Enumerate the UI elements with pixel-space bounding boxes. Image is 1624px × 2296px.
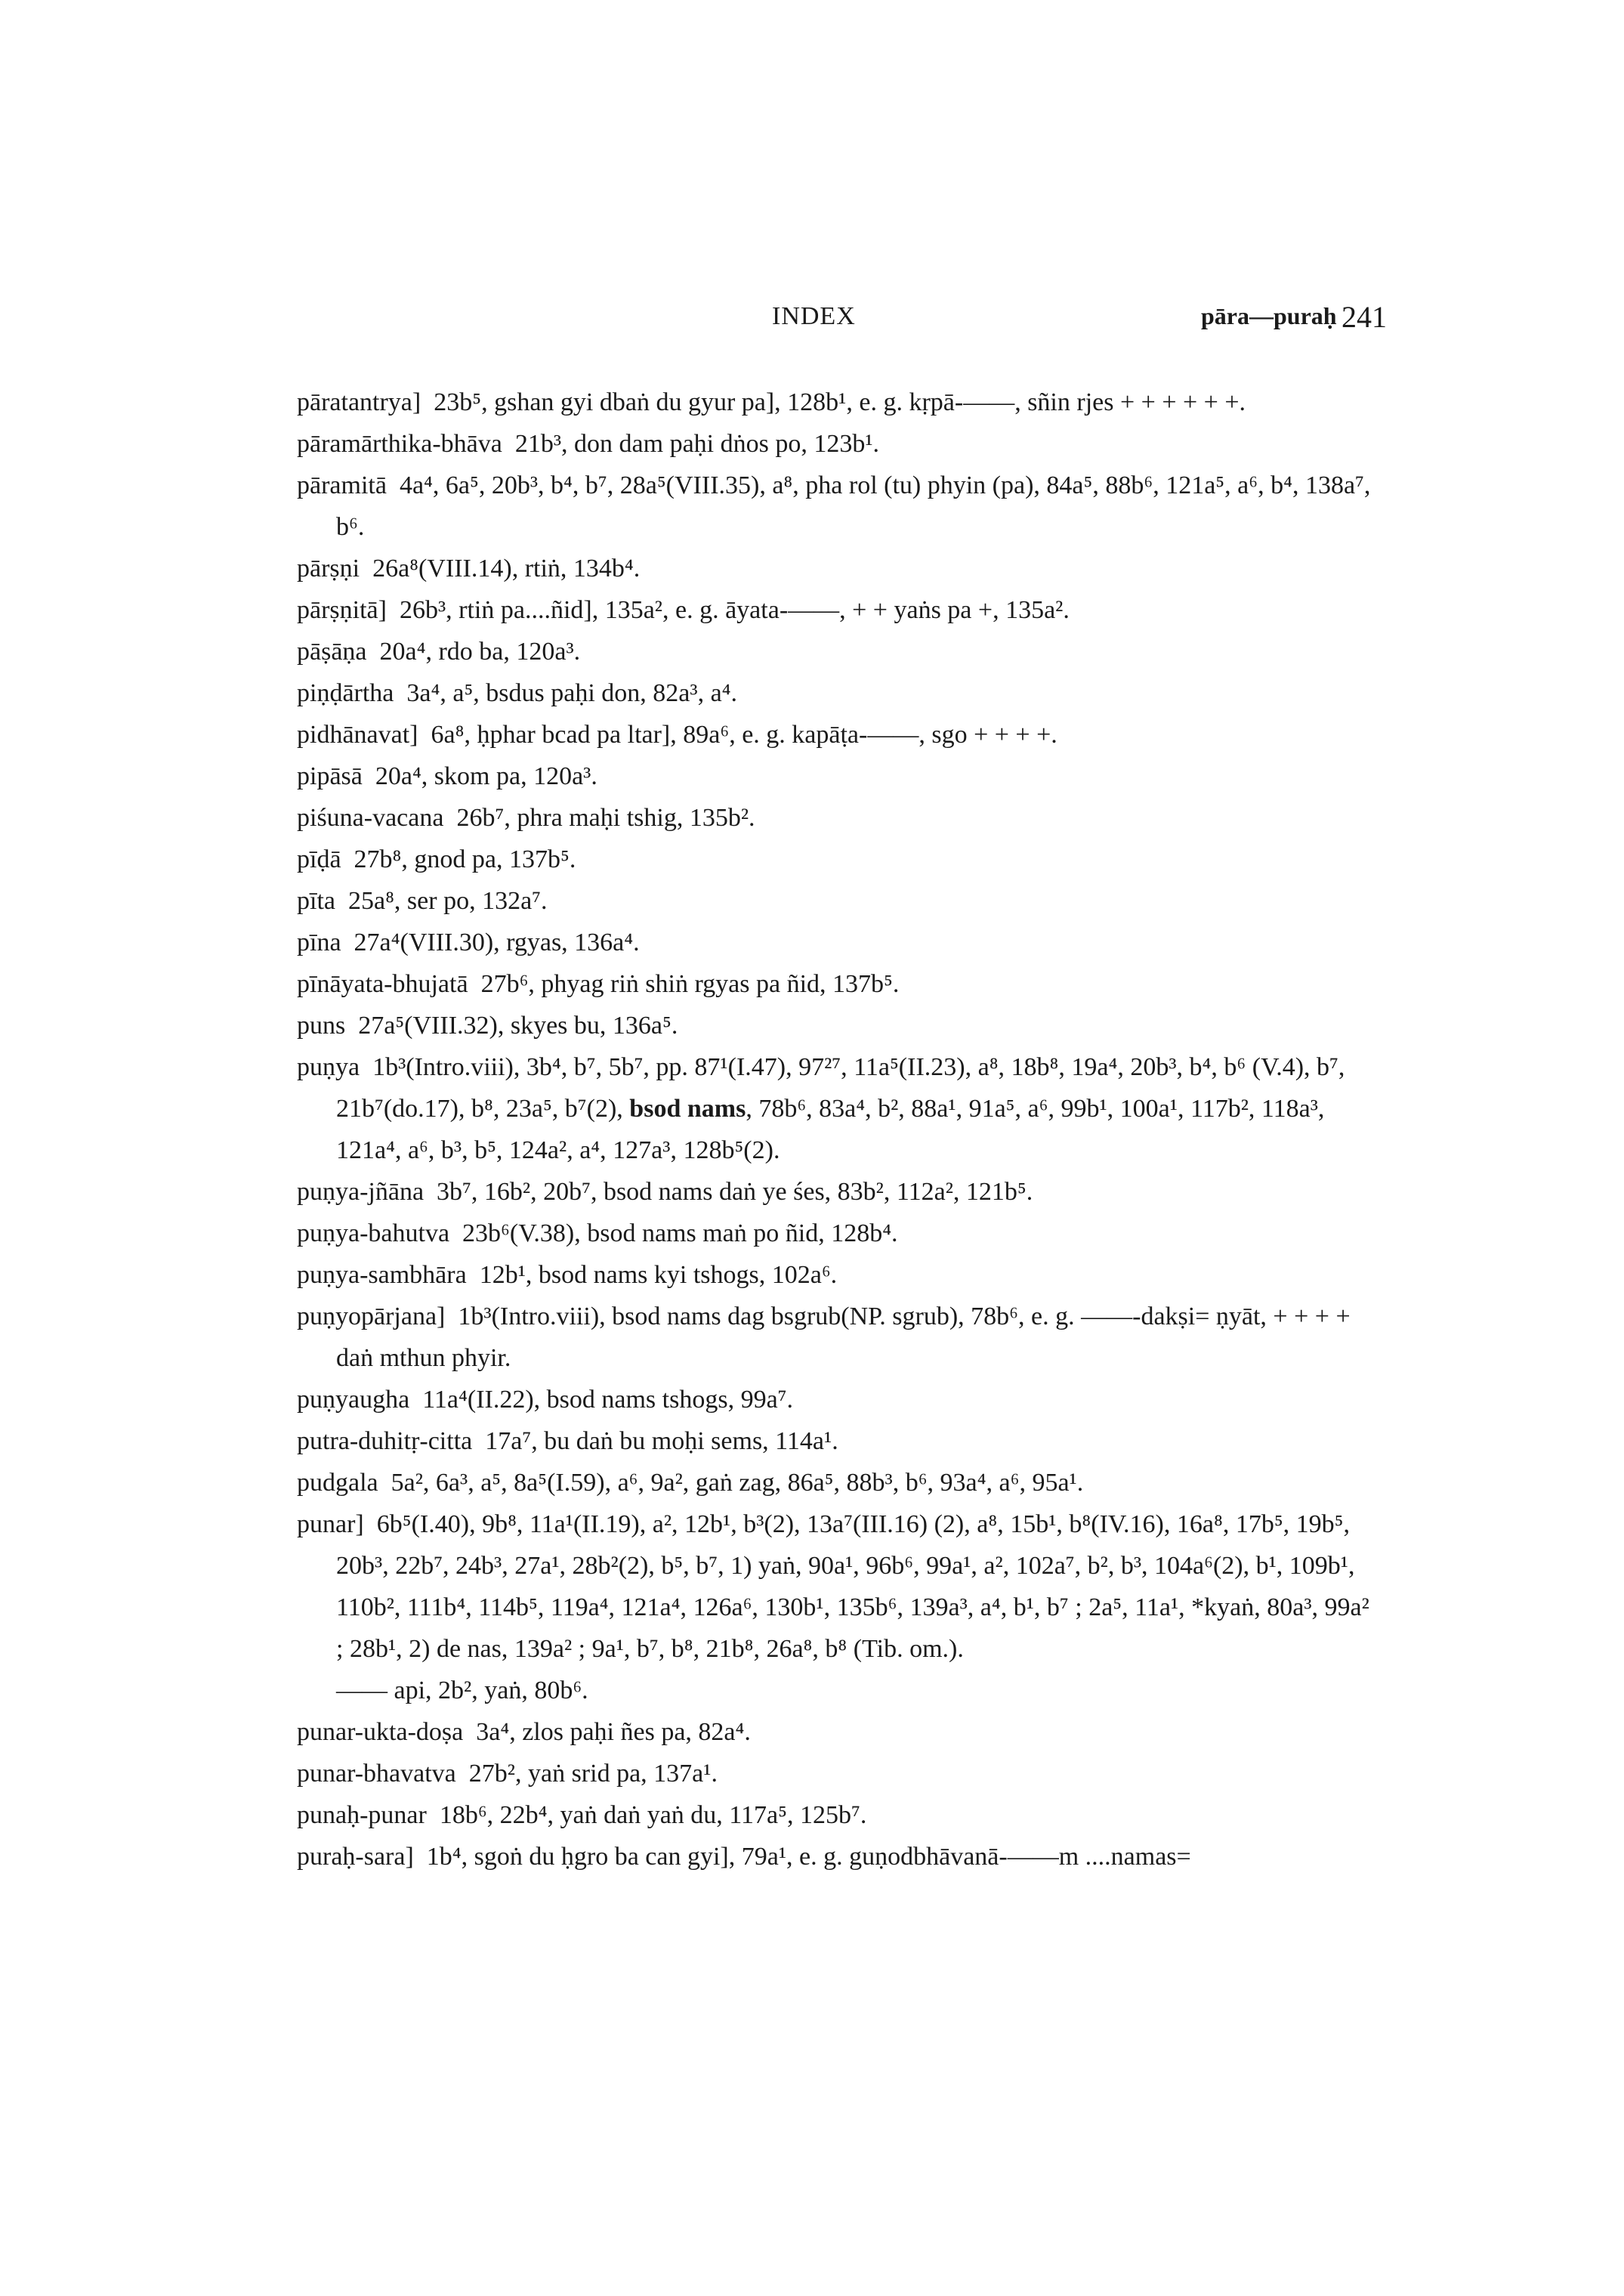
index-term: pārṣṇi — [297, 555, 360, 582]
index-entry — [297, 880, 1377, 922]
index-term: puns — [297, 1012, 346, 1040]
index-references: 20a⁴, rdo ba, 120a³. — [379, 638, 581, 666]
index-references: 27b⁸, gnod pa, 137b⁵. — [354, 845, 576, 873]
index-term: pīna — [297, 929, 341, 956]
index-term: pudgala — [297, 1469, 378, 1497]
index-references: 20a⁴, skom pa, 120a³. — [375, 762, 597, 790]
index-references: 1b³(Intro.viii), bsod nams dag bsgrub(NP. sgrub), 78b⁶, e. g. ——-dakṣi= ṇyāt, + + + + daṅ mthun phyir. — [336, 1303, 1351, 1372]
index-references: 4a⁴, 6a⁵, 20b³, b⁴, b⁷, 28a⁵(VIII.35), a⁸, pha rol (tu) phyin (pa), 84a⁵, 88b⁶, 121a⁵, a⁶, b⁴, 138a⁷, b⁶. — [336, 471, 1371, 541]
index-term: puṇya-sambhāra — [297, 1261, 467, 1289]
index-entry — [297, 1005, 1377, 1046]
index-references: 18b⁶, 22b⁴, yaṅ daṅ yaṅ du, 117a⁵, 125b⁷. — [439, 1801, 867, 1829]
index-entry — [297, 1171, 1377, 1213]
index-entry — [297, 1836, 1377, 1877]
index-references: 23b⁵, gshan gyi dbaṅ du gyur pa], 128b¹, e. g. kṛpā-——, sñin rjes + + + + + +. — [434, 388, 1246, 416]
index-entry — [297, 1213, 1377, 1254]
index-entry — [297, 423, 1377, 465]
index-entry — [297, 1462, 1377, 1503]
index-term: puṇyopārjana] — [297, 1303, 446, 1330]
index-entry — [297, 1046, 1377, 1171]
index-entry — [297, 963, 1377, 1005]
index-entry — [297, 1254, 1377, 1296]
index-term: putra-duhitṛ-citta — [297, 1427, 473, 1455]
index-references: 3a⁴, a⁵, bsdus paḥi don, 82a³, a⁴. — [406, 679, 738, 707]
index-term: puṇya-bahutva — [297, 1219, 450, 1247]
index-term: punar-bhavatva — [297, 1760, 456, 1788]
index-term: punaḥ-punar — [297, 1801, 427, 1829]
index-references: 6a⁸, ḥphar bcad pa ltar], 89a⁶, e. g. kapāṭa-——, sgo + + + +. — [431, 721, 1057, 749]
index-term: pīḍā — [297, 845, 341, 873]
index-references: 1b³(Intro.viii), 3b⁴, b⁷, 5b⁷, pp. 87¹(I.47), 97²⁷, 11a⁵(II.23), a⁸, 18b⁸, 19a⁴, 20b³, b⁴, b⁶ (V.4), b⁷, 21b⁷(do.17), b⁸, 23a⁵, b⁷(2), bsod nams, 78b⁶, 83a⁴, b², 88a¹, 91a⁵, a⁶, 99b¹, 100a¹, 117b², 118a³, 121a⁴, a⁶, b³, b⁵, 124a², a⁴, 127a³, 128b⁵(2). — [336, 1053, 1345, 1164]
index-term: puṇya-jñāna — [297, 1178, 425, 1206]
index-term: pidhānavat] — [297, 721, 418, 749]
index-term: piṇḍārtha — [297, 679, 394, 707]
index-references: 25a⁸, ser po, 132a⁷. — [347, 887, 548, 915]
index-term: piśuna-vacana — [297, 804, 444, 832]
index-entry — [297, 756, 1377, 797]
index-term: pipāsā — [297, 762, 363, 790]
page-number: 241 — [1341, 300, 1387, 334]
running-head-range: pāra—puraḥ — [1201, 302, 1337, 329]
index-references: 1b⁴, sgoṅ du ḥgro ba can gyi], 79a¹, e. g. guṇodbhāvanā-——m ....namas= — [426, 1843, 1191, 1871]
index-entry — [297, 1753, 1377, 1794]
index-references: 21b³, don dam paḥi dṅos po, 123b¹. — [514, 430, 880, 458]
bold-gloss: bsod nams — [629, 1095, 746, 1123]
index-term: pīnāyata-bhujatā — [297, 970, 468, 998]
index-entry — [297, 714, 1377, 756]
index-entry — [297, 1670, 1377, 1711]
index-references: 3b⁷, 16b², 20b⁷, bsod nams daṅ ye śes, 83b², 112a², 121b⁵. — [437, 1178, 1033, 1206]
index-term: puraḥ-sara] — [297, 1843, 414, 1871]
index-term: pārṣṇitā] — [297, 596, 387, 624]
index-term: pāramārthika-bhāva — [297, 430, 502, 458]
index-term: punar] — [297, 1510, 364, 1538]
index-entry — [297, 1420, 1377, 1462]
index-term: pāramitā — [297, 471, 387, 499]
index-references: —— api, 2b², yaṅ, 80b⁶. — [336, 1676, 588, 1704]
index-entry — [297, 1503, 1377, 1670]
index-entry — [297, 548, 1377, 589]
index-entry — [297, 1379, 1377, 1420]
running-head-section: INDEX — [772, 302, 856, 330]
index-entry — [297, 1711, 1377, 1753]
index-references: 27b⁶, phyag riṅ shiṅ rgyas pa ñid, 137b⁵. — [480, 970, 900, 998]
index-references: 23b⁶(V.38), bsod nams maṅ po ñid, 128b⁴. — [462, 1219, 898, 1247]
index-entry — [297, 382, 1377, 423]
index-term: pāṣāṇa — [297, 638, 367, 666]
index-references: 12b¹, bsod nams kyi tshogs, 102a⁶. — [479, 1261, 838, 1289]
index-term: puṇya — [297, 1053, 360, 1081]
index-entry — [297, 631, 1377, 672]
index-references: 26b³, rtiṅ pa....ñid], 135a², e. g. āyata-——, + + yaṅs pa +, 135a². — [399, 596, 1070, 624]
index-entry — [297, 589, 1377, 631]
index-entry — [297, 797, 1377, 839]
index-references: 3a⁴, zlos paḥi ñes pa, 82a⁴. — [476, 1718, 751, 1746]
index-entry — [297, 922, 1377, 963]
index-entry — [297, 1296, 1377, 1379]
page-header — [0, 302, 1624, 348]
index-references: 27b², yaṅ srid pa, 137a¹. — [468, 1760, 718, 1788]
index-references: 17a⁷, bu daṅ bu moḥi sems, 114a¹. — [485, 1427, 838, 1455]
index-term: puṇyaugha — [297, 1386, 410, 1414]
index-references: 26a⁸(VIII.14), rtiṅ, 134b⁴. — [372, 555, 641, 582]
index-term: punar-ukta-doṣa — [297, 1718, 464, 1746]
index-references: 5a², 6a³, a⁵, 8a⁵(I.59), a⁶, 9a², gaṅ zag, 86a⁵, 88b³, b⁶, 93a⁴, a⁶, 95a¹. — [391, 1469, 1084, 1497]
index-term: pāratantrya] — [297, 388, 421, 416]
index-references: 26b⁷, phra maḥi tshig, 135b². — [456, 804, 755, 832]
index-entry — [297, 672, 1377, 714]
index-references: 11a⁴(II.22), bsod nams tshogs, 99a⁷. — [422, 1386, 794, 1414]
index-entries — [297, 382, 1377, 1877]
index-entry — [297, 839, 1377, 880]
index-references: 27a⁴(VIII.30), rgyas, 136a⁴. — [354, 929, 640, 956]
index-entry — [297, 465, 1377, 548]
index-term: pīta — [297, 887, 335, 915]
index-entry — [297, 1794, 1377, 1836]
index-references: 27a⁵(VIII.32), skyes bu, 136a⁵. — [358, 1012, 678, 1040]
index-references: 6b⁵(I.40), 9b⁸, 11a¹(II.19), a², 12b¹, b³(2), 13a⁷(III.16) (2), a⁸, 15b¹, b⁸(IV.16), 16a⁸, 17b⁵, 19b⁵, 20b³, 22b⁷, 24b³, 27a¹, 28b²(2), b⁵, b⁷, 1) yaṅ, 90a¹, 96b⁶, 99a¹, a², 102a⁷, b², b³, 104a⁶(2), b¹, 109b¹, 110b², 111b⁴, 114b⁵, 119a⁴, 121a⁴, 126a⁶, 130b¹, 135b⁶, 139a³, a⁴, b¹, b⁷ ; 2a⁵, 11a¹, *kyaṅ, 80a³, 99a² ; 28b¹, 2) de nas, 139a² ; 9a¹, b⁷, b⁸, 21b⁸, 26a⁸, b⁸ (Tib. om.). — [336, 1510, 1369, 1663]
